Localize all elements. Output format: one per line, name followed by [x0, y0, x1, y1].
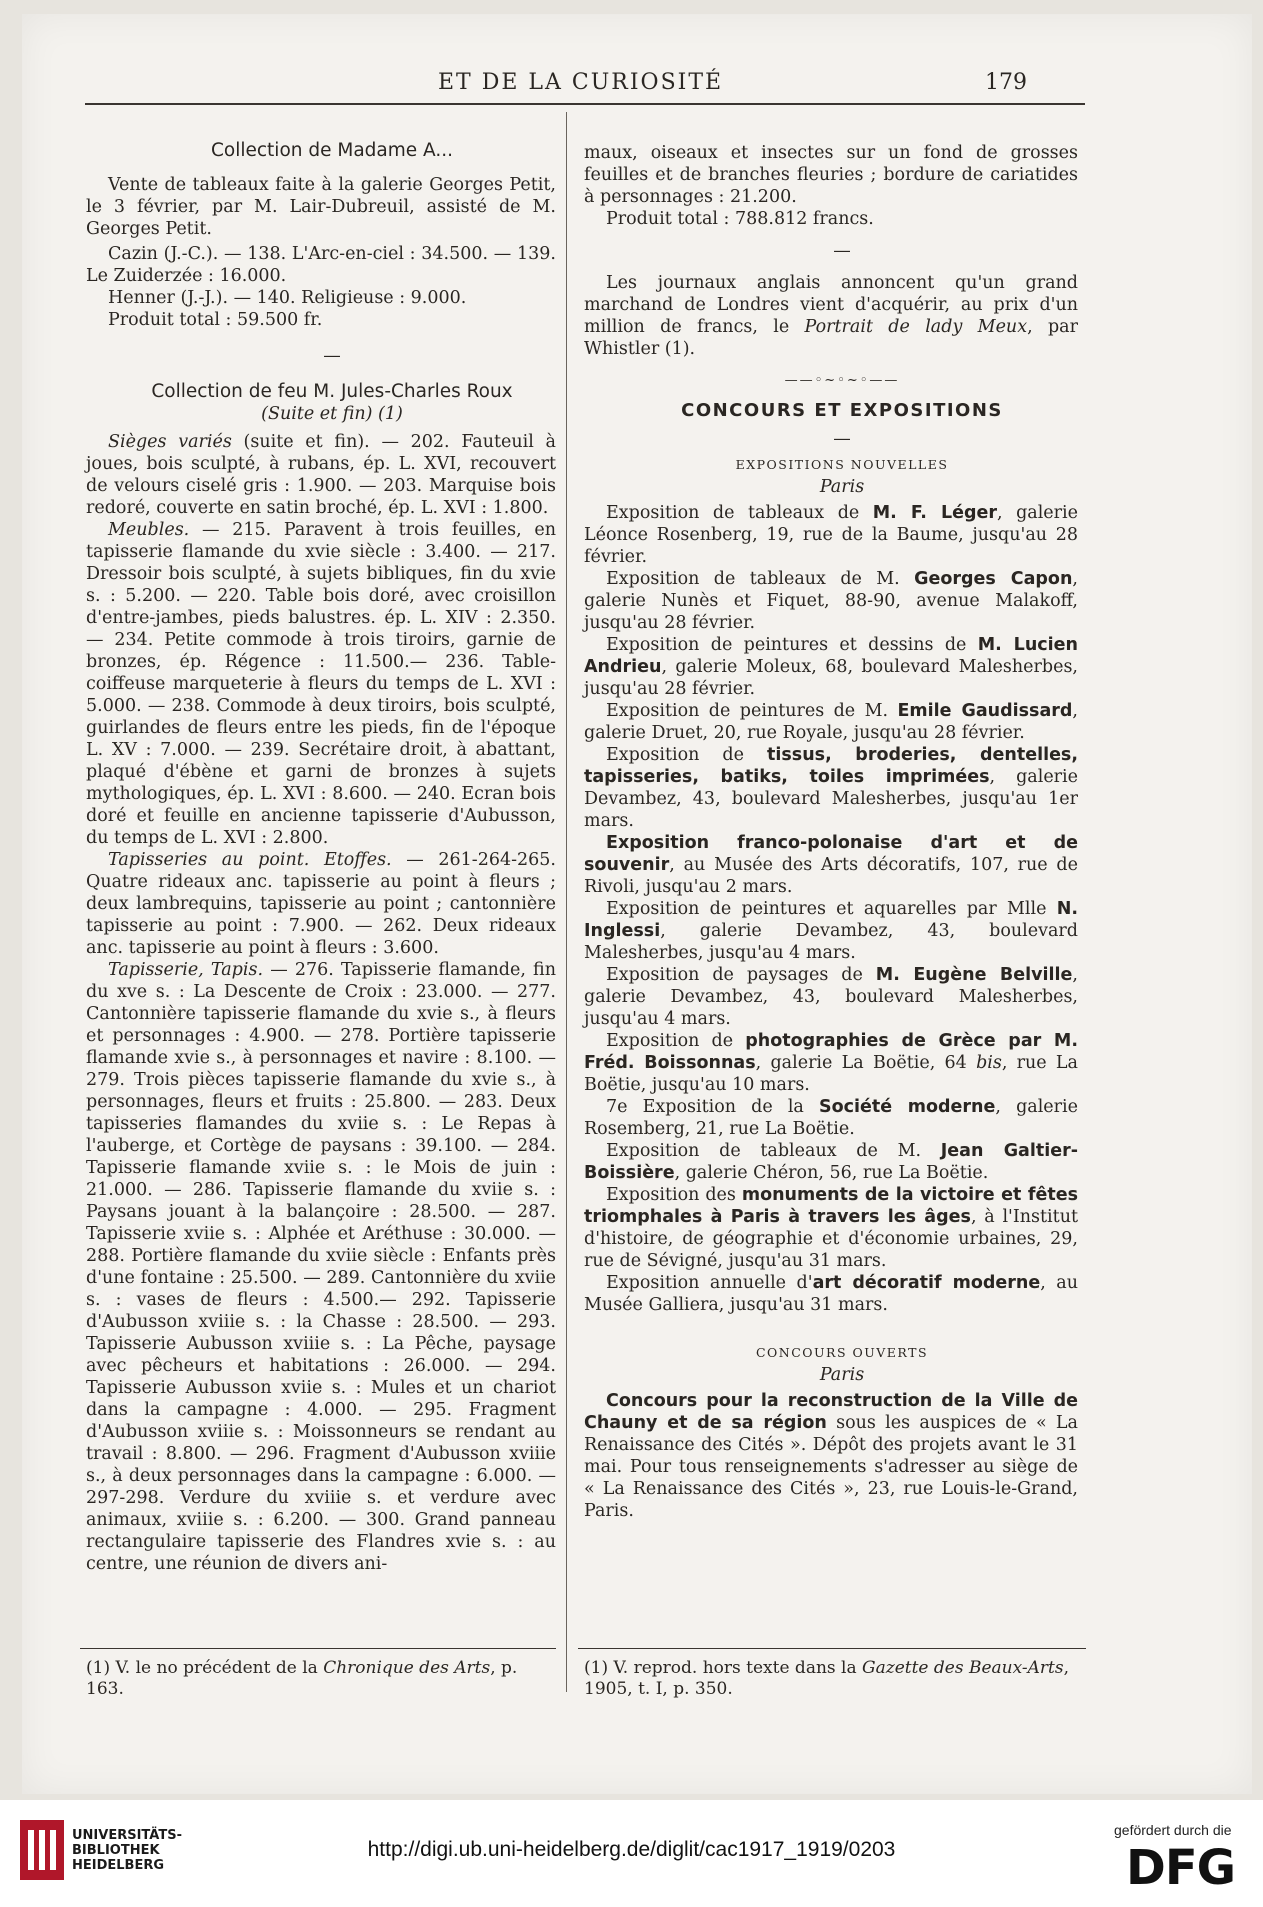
entry-text: Exposition de peintures et aquarelles par Mlle [606, 899, 1057, 919]
entry-text: , galerie Devambez, 43, boulevard Malesherbes, jusqu'au 4 mars. [584, 965, 1078, 1029]
category-label: Tapisseries au point. Etoffes. [108, 850, 392, 870]
entry-name: monuments de la victoire et fêtes triomphales à Paris à travers les âges [584, 1185, 1079, 1227]
paragraph-text: — 215. Paravent à trois feuilles, en tapisserie flamande du xvie siècle : 3.400. — 217. Dressoir bois sculpté, à sujets bibliques, fin du xvie s. : 5.200. — 220. Table bois doré, avec croisillon d'entre-jambes, pieds balustres. ép. L. XIV : 2.350. — 234. Petite commode à trois tiroirs, garnie de bronzes, ép. Régence : 11.500.— 236. Table-coiffeuse marqueterie à fleurs du temps de L. XVI : 5.000. — 238. Commode à deux tiroirs, bois sculpté, guirlandes de fleurs entre les pieds, fin de l'époque L. XV : 7.000. — 239. Secrétaire droit, à abattant, plaqué d'ébène et garni de bronzes à sujets mythologiques, ép. L. XVI : 8.600. — 240. Ecran bois doré et feuille en ancienne tapisserie d'Aubusson, du temps de L. XVI : 2.800. [86, 520, 556, 848]
paragraph: Cazin (J.-C.). — 138. L'Arc-en-ciel : 34.500. — 139. Le Zuiderzée : 16.000. [86, 244, 556, 286]
dfg-logo: DFG [1126, 1840, 1236, 1896]
exhibition-entry [584, 568, 1078, 634]
section-title: Collection de Madame A... [210, 140, 454, 161]
entry-text: Exposition annuelle d' [606, 1273, 813, 1293]
entry-text: Exposition de [606, 745, 768, 765]
city-heading: Paris [819, 1365, 865, 1385]
entry-text: , galerie Chéron, 56, rue La Boëtie. [674, 1163, 989, 1183]
paragraph: Vente de tableaux faite à la galerie Georges Petit, le 3 février, par M. Lair-Dubreuil, assisté de M. Georges Petit. [86, 175, 556, 239]
paragraph: Produit total : 788.812 francs. [606, 209, 874, 229]
artwork-title: Portrait de lady Meux [804, 317, 1028, 337]
entry-text: Exposition de peintures et dessins de [606, 635, 978, 655]
entry-text: , galerie Devambez, 43, boulevard Malesherbes, jusqu'au 4 mars. [584, 921, 1078, 963]
exhibition-entry [584, 1030, 1078, 1096]
paragraph: Henner (J.-J.). — 140. Religieuse : 9.000. [108, 288, 467, 308]
entry-text: , au Musée des Arts décoratifs, 107, rue de Rivoli, jusqu'au 2 mars. [584, 855, 1078, 897]
entry-text: , galerie Nunès et Fiquet, 88-90, avenue Malakoff, jusqu'au 28 février. [584, 569, 1078, 633]
exhibition-entry [584, 1184, 1078, 1272]
paragraph [584, 272, 1078, 360]
library-name-line: UNIVERSITÄTS- [72, 1828, 182, 1843]
subsection-heading: CONCOURS OUVERTS [755, 1345, 929, 1360]
permalink-url[interactable]: http://digi.ub.uni-heidelberg.de/diglit/cac1917_1919/0203 [367, 1838, 896, 1861]
entry-text: , au Musée Galliera, jusqu'au 31 mars. [584, 1273, 1079, 1315]
footnote-text: , p. 163. [86, 1658, 518, 1699]
library-name-line: BIBLIOTHEK [72, 1843, 160, 1858]
entry-name: N. Inglessi [584, 899, 1078, 941]
entry-text: , galerie Moleux, 68, boulevard Malesherbes, jusqu'au 28 février. [584, 657, 1078, 699]
entry-text: Exposition de tableaux de M. [606, 1141, 941, 1161]
column-rule [566, 112, 567, 1692]
entry-text: , rue La Boëtie, jusqu'au 10 mars. [584, 1053, 1078, 1095]
entry-name: Emile Gaudissard [897, 701, 1073, 721]
left-column [86, 140, 556, 1575]
paragraph-text: , par Whistler (1). [584, 317, 1078, 359]
category-label: Tapisserie, Tapis. [108, 960, 264, 980]
paragraph-text: Les journaux anglais annoncent qu'un grand marchand de Londres vient d'acquérir, au prix d'un million de francs, le [584, 273, 1078, 337]
footnote [86, 1658, 556, 1700]
footnote-title: Gazette des Beaux-Arts [862, 1658, 1064, 1678]
entry-text: 7e Exposition de la [606, 1097, 819, 1117]
entry-text: sous les auspices de « La Renaissance des Cités ». Dépôt des projets avant le 31 mai. Pour tous renseignements s'adresser au siège de « La Renaissance des Cités », 23, rue Louis-le-Grand, Paris. [584, 1413, 1078, 1521]
separator-dash: — [833, 241, 851, 261]
entry-text: Exposition de paysages de [606, 965, 876, 985]
header-rule [85, 103, 1085, 105]
funding-caption: gefördert durch die [1114, 1822, 1232, 1838]
paragraph [86, 431, 556, 519]
entry-text: Exposition de [606, 1031, 746, 1051]
exhibition-entry [584, 832, 1078, 898]
footnote-text: , 1905, t. I, p. 350. [584, 1658, 1069, 1699]
exhibition-entry [584, 744, 1078, 832]
right-column [584, 142, 1078, 1522]
paragraph [86, 849, 556, 959]
paragraph [86, 959, 556, 1575]
footnote-rule [80, 1648, 556, 1649]
entry-name: photographies de Grèce par M. Fréd. Boissonnas [584, 1031, 1078, 1073]
footnote [584, 1658, 1078, 1700]
entry-text: , galerie Devambez, 43, boulevard Malesherbes, jusqu'au 1er mars. [584, 767, 1078, 831]
footnote-text: (1) V. reprod. hors texte dans la [584, 1658, 863, 1678]
exhibition-entry [584, 1272, 1078, 1316]
section-title: CONCOURS ET EXPOSITIONS [681, 400, 1003, 421]
section-subtitle: (Suite et fin) (1) [261, 404, 403, 424]
entry-text: , galerie La Boëtie, 64 [755, 1053, 977, 1073]
library-name-line: HEIDELBERG [72, 1858, 165, 1873]
exhibition-entry [584, 898, 1078, 964]
entry-name: M. Eugène Belville [875, 965, 1073, 985]
exhibition-entry [584, 1140, 1078, 1184]
exhibition-entry [584, 964, 1078, 1030]
entry-name: Concours pour la reconstruction de la Ville de Chauny et de sa région [584, 1391, 1078, 1433]
separator-dash: — [833, 429, 851, 449]
running-title: ET DE LA CURIOSITÉ [438, 70, 724, 95]
exhibition-entry [584, 1096, 1078, 1140]
entry-text: Exposition des [606, 1185, 742, 1205]
city-heading: Paris [819, 477, 865, 497]
entry-name: art décoratif moderne [812, 1273, 1041, 1293]
entry-text: Exposition de tableaux de [606, 503, 873, 523]
paragraph: Produit total : 59.500 fr. [108, 310, 323, 330]
entry-text: , galerie Léonce Rosenberg, 19, rue de la Baume, jusqu'au 28 février. [584, 503, 1078, 567]
entry-name: Jean Galtier-Boissière [584, 1141, 1078, 1183]
separator-dash: — [323, 346, 341, 366]
entry-text: Exposition de peintures de M. [606, 701, 898, 721]
paragraph-text: — 276. Tapisserie flamande, fin du xve s. : La Descente de Croix : 23.000. — 277. Cantonnière tapisserie flamande du xvie s., à fleurs et personnages : 4.900. — 278. Portière tapisserie flamande xvie s., à personnages et navire : 8.100. — 279. Trois pièces tapisserie flamande du xvie s., à personnages, fleurs et fruits : 25.800. — 283. Deux tapisseries flamandes du xviie s. : Le Repas à l'auberge, et Cortège de paysans : 39.100. — 284. Tapisserie flamande xviie s. : le Mois de juin : 21.000. — 286. Tapisserie flamande du xviie s. : Paysans jouant à la balançoire : 28.500. — 287. Tapisserie xviie s. : Alphée et Aréthuse : 30.000. — 288. Portière flamande du xviie siècle : Enfants près d'une fontaine : 25.500. — 289. Cantonnière du xviie s. : vases de fleurs : 4.500.— 292. Tapisserie d'Aubusson xviiie s. : la Chasse : 28.500. — 293. Tapisserie Aubusson xviiie s. : La Pêche, paysage avec pêcheurs et habitations : 26.000. — 294. Tapisserie Aubusson xviie s. : Mules et un chariot dans la campagne : 4.000. — 295. Fragment d'Aubusson xviiie s. : Moissonneurs se rendant au travail : 8.800. — 296. Fragment d'Aubusson xviiie s., à deux personnages dans la campagne : 6.000. — 297-298. Verdure du xviiie s. et verdure avec animaux, xviiie s. : 6.200. — 300. Grand panneau rectangulaire tapisserie des Flandres xvie s. : au centre, une réunion de divers ani- [86, 960, 556, 1574]
ornament-divider: ——◦~◦~◦—— [784, 373, 900, 388]
footnote-rule [578, 1648, 1086, 1649]
entry-text: bis [976, 1053, 1002, 1073]
page-number: 179 [985, 70, 1027, 95]
section-title: Collection de feu M. Jules-Charles Roux [151, 381, 513, 402]
entry-text: , à l'Institut d'histoire, de géographie et d'économie urbaines, 29, rue de Sévigné, jusqu'au 31 mars. [584, 1207, 1078, 1271]
exhibition-entry [584, 502, 1078, 568]
entry-name: M. F. Léger [872, 503, 997, 523]
exhibition-entry [584, 700, 1078, 744]
category-label: Sièges variés [108, 432, 232, 452]
entry-text: , galerie Druet, 20, rue Royale, jusqu'au 28 février. [584, 701, 1078, 743]
entry-name: Société moderne [819, 1097, 996, 1117]
exhibition-entry [584, 634, 1078, 700]
entry-text: , galerie Rosemberg, 21, rue La Boëtie. [584, 1097, 1078, 1139]
entry-name: M. Lucien Andrieu [584, 635, 1078, 677]
paragraph-text: (suite et fin). — 202. Fauteuil à joues, bois sculpté, à rubans, ép. L. XVI, recouvert de velours ciselé gris : 1.900. — 203. Marquise bois redoré, couverte en satin broché, ép. L. XVI : 1.800. [86, 432, 556, 518]
footnote-title: Chronique des Arts [323, 1658, 491, 1678]
category-label: Meubles. [108, 520, 190, 540]
entry-name: Georges Capon [914, 569, 1073, 589]
paragraph-text: — 261-264-265. Quatre rideaux anc. tapisserie au point à fleurs ; deux lambrequins, tapisserie au point ; cantonnière tapisserie au point : 7.900. — 262. Deux rideaux anc. tapisserie au point à fleurs : 3.600. [86, 850, 556, 958]
competition-entry [584, 1390, 1078, 1522]
footnote-text: (1) V. le no précédent de la [86, 1658, 324, 1678]
entry-name: tissus, broderies, dentelles, tapisseries, batiks, toiles imprimées [584, 745, 1078, 787]
subsection-heading: EXPOSITIONS NOUVELLES [735, 457, 949, 472]
entry-text: Exposition de tableaux de M. [606, 569, 915, 589]
entry-name: Exposition franco-polonaise d'art et de souvenir [584, 833, 1078, 875]
paragraph: maux, oiseaux et insectes sur un fond de grosses feuilles et de branches fleuries ; bordure de cariatides à personnages : 21.200. [584, 143, 1078, 207]
paragraph [86, 519, 556, 849]
